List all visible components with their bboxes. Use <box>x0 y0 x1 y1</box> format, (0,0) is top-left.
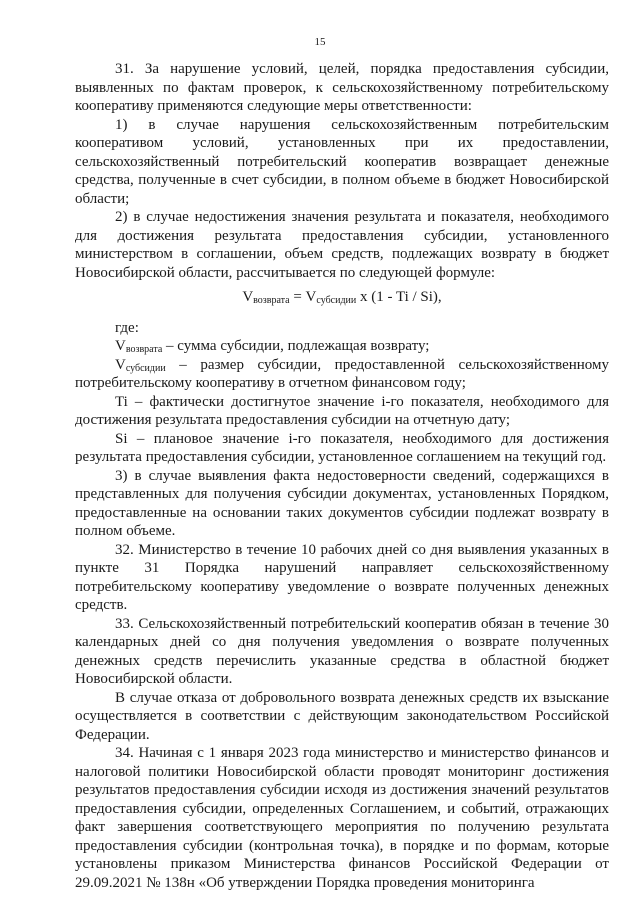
definition-subscript: субсидии <box>125 362 166 374</box>
where-label: где: <box>115 319 139 336</box>
formula-equals: = V <box>289 289 317 305</box>
definition-subscript: возврата <box>125 344 163 355</box>
formula-tail: x (1 - Ti / Si), <box>356 289 442 305</box>
paragraph-31-item-1: 1) в случае нарушения сельскохозяйственным потребительским кооперативом условий, установленных при их предоставлении, сельскохозяйственный потребительский кооператив возвращает денежные средства, полученные в счет субсидии, в полном объеме в бюджет Новосибирской области; <box>75 116 609 207</box>
formula-subscript-subsidy: субсидии <box>316 295 357 306</box>
paragraph-31-item-3: 3) в случае выявления факта недостоверности сведений, содержащихся в представленных для получения субсидии документах, установленных Порядком, предоставленные на основании таких документов субсидии подлежат возврату в полном объеме. <box>75 467 609 539</box>
paragraph-34: 34. Начиная с 1 января 2023 года министерство и министерство финансов и налоговой политики Новосибирской области проводят мониторинг достижения результатов предоставления субсидии исходя из достижения значений результатов предоставления субсидии, определенных Соглашением, и событий, отражающих факт завершения соответствующего мероприятия по получению результата предоставления субсидии (контрольная точка), в порядке и по формам, которые установлены приказом Министерства финансов Российской Федерации от 29.09.2021 № 138н «Об утверждении Порядка проведения мониторинга <box>75 745 609 891</box>
paragraph-31: 31. За нарушение условий, целей, порядка предоставления субсидии, выявленных по фактам проверок, к сельскохозяйственному потребительскому кооперативу применяются следующие меры ответственности: <box>75 61 609 114</box>
document-body <box>75 60 609 892</box>
paragraph-32: 32. Министерство в течение 10 рабочих дней со дня выявления указанных в пункте 31 Порядка нарушений направляет сельскохозяйственному потребительскому кооперативу уведомление о возврате полученных денежных средств. <box>75 541 609 613</box>
definition-v-return <box>75 337 609 356</box>
return-formula <box>75 288 609 307</box>
formula-v: V <box>242 289 254 305</box>
definition-ti: Ti – фактически достигнутое значение i-го показателя, необходимого для достижения результата предоставления субсидии на отчетную дату; <box>75 393 609 428</box>
paragraph-31-item-2: 2) в случае недостижения значения результата и показателя, необходимого для достижения результата предоставления субсидии, установленного министерством в соглашении, объем средств, подлежащих возврату в бюджет Новосибирской области, рассчитывается по следующей формуле: <box>75 209 609 281</box>
page-number: 15 <box>314 36 326 48</box>
definition-si: Si – плановое значение i-го показателя, необходимого для достижения результата предоставления субсидии, установленное соглашением на текущий год. <box>75 430 609 465</box>
definition-text: – сумма субсидии, подлежащая возврату; <box>162 338 430 354</box>
definition-v: V <box>115 356 126 373</box>
paragraph-33-refusal: В случае отказа от добровольного возврата денежных средств их взыскание осуществляется в соответствии с действующим законодательством Российской Федерации. <box>75 689 609 743</box>
formula-subscript-return: возврата <box>253 295 290 306</box>
definition-v-subsidy <box>75 356 609 393</box>
paragraph-33: 33. Сельскохозяйственный потребительский кооператив обязан в течение 30 календарных дней со дня получения уведомления о возврате полученных денежных средств перечислить указанные средства в областной бюджет Новосибирской области. <box>75 615 609 687</box>
definition-v: V <box>115 338 126 354</box>
definition-text: – размер субсидии, предоставленной сельскохозяйственному потребительскому кооперативу в отчетном финансовом году; <box>75 356 609 391</box>
